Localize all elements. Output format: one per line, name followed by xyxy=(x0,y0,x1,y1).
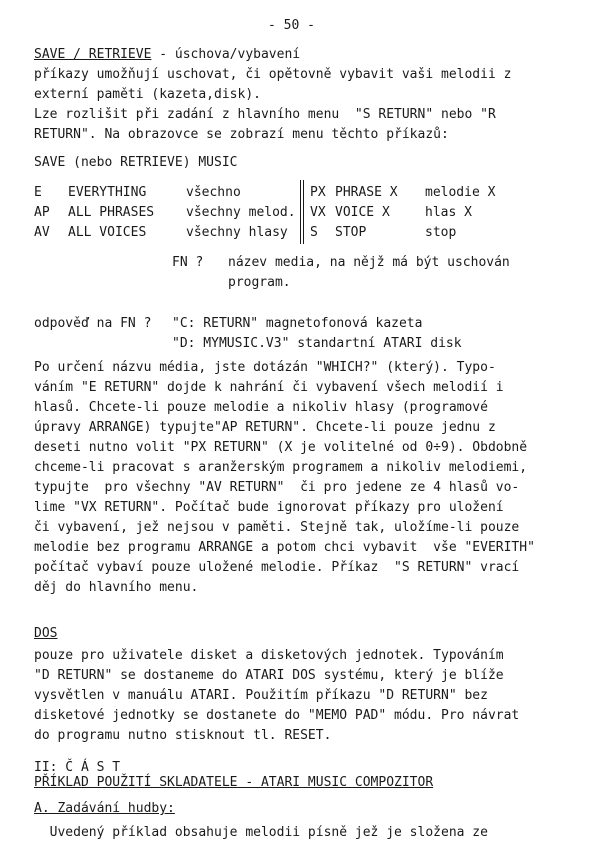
body-line: či vybavení, jež nejsou v paměti. Stejně tak, uložíme-li pouze xyxy=(34,520,520,535)
body-line: disketové jednotky se dostanete do "MEMO PAD" módu. Pro návrat xyxy=(34,708,520,723)
menu-name: VOICE X xyxy=(335,205,390,220)
section-a-heading: A. Zadávání hudby: xyxy=(34,801,175,816)
save-heading-rest: - úschova/vybavení xyxy=(151,47,301,62)
dos-heading: DOS xyxy=(34,626,58,641)
body-line: lime "VX RETURN". Počítač bude ignorovat příkazy pro uložení xyxy=(34,500,504,515)
menu-name: ALL VOICES xyxy=(68,225,147,240)
fn-text: název media, na nějž má být uschován xyxy=(228,255,510,270)
page-number: - 50 - xyxy=(268,18,315,33)
menu-name: PHRASE X xyxy=(335,185,398,200)
body-line: počítač vybaví pouze uložené melodie. Příkaz "S RETURN" vrací xyxy=(34,560,520,575)
body-line: vysvětlen v manuálu ATARI. Použitím příkazu "D RETURN" bez xyxy=(34,688,488,703)
menu-name: EVERYTHING xyxy=(68,185,147,200)
part-title: II: Č Á S T xyxy=(34,760,121,775)
menu-desc: stop xyxy=(425,225,457,240)
answer-text: "D: MYMUSIC.V3" standartní ATARI disk xyxy=(172,336,462,351)
menu-desc: všechny hlasy xyxy=(186,225,288,240)
body-line: Po určení názvu média, jste dotázán "WHICH?" (který). Typo- xyxy=(34,360,496,375)
fn-text: program. xyxy=(228,275,291,290)
body-line: děj do hlavního menu. xyxy=(34,580,199,595)
body-line: "D RETURN" se dostaneme do ATARI DOS systému, který je blíže xyxy=(34,668,504,683)
save-heading: SAVE / RETRIEVE xyxy=(34,47,152,62)
menu-desc: všechno xyxy=(186,185,241,200)
menu-key: PX xyxy=(310,185,326,200)
body-line: Uvedený příklad obsahuje melodii písně jež je složena ze xyxy=(34,825,488,840)
body-line: pouze pro uživatele disket a disketových jednotek. Typováním xyxy=(34,648,504,663)
save-intro-line: příkazy umožňují uschovat, či opětovně vybavit vaši melodii z xyxy=(34,67,512,82)
save-heading-line xyxy=(34,47,300,63)
answer-label: odpověď na FN ? xyxy=(34,316,152,331)
body-line: do programu nutno stisknout tl. RESET. xyxy=(34,728,332,743)
menu-key: AV xyxy=(34,225,50,240)
menu-desc: všechny melod. xyxy=(186,205,296,220)
menu-key: VX xyxy=(310,205,326,220)
save-intro-line: externí paměti (kazeta,disk). xyxy=(34,87,261,102)
menu-key: S xyxy=(310,225,318,240)
body-line: váním "E RETURN" dojde k nahrání či vybavení všech melodií i xyxy=(34,380,504,395)
answer-text: "C: RETURN" magnetofonová kazeta xyxy=(172,316,423,331)
menu-desc: melodie X xyxy=(425,185,496,200)
menu-desc: hlas X xyxy=(425,205,472,220)
menu-divider xyxy=(300,180,301,244)
body-line: melodie bez programu ARRANGE a potom chci vybavit vše "EVERITH" xyxy=(34,540,535,555)
body-line: typujte pro všechny "AV RETURN" či pro jedene ze 4 hlasů vo- xyxy=(34,480,520,495)
body-line: chceme-li pracovat s aranžerským programem a nikoliv melodiemi, xyxy=(34,460,528,475)
body-line: úpravy ARRANGE) typujte"AP RETURN". Chcete-li pouze jednu z xyxy=(34,420,496,435)
body-line: deseti nutno volit "PX RETURN" (X je volitelné od 0÷9). Obdobně xyxy=(34,440,528,455)
save-intro-line: RETURN". Na obrazovce se zobrazí menu těchto příkazů: xyxy=(34,127,449,142)
fn-label: FN ? xyxy=(172,255,204,270)
menu-key: E xyxy=(34,185,42,200)
menu-key: AP xyxy=(34,205,50,220)
part-subtitle: PŘÍKLAD POUŽITÍ SKLADATELE - ATARI MUSIC COMPOZITOR xyxy=(34,775,434,790)
menu-divider xyxy=(303,180,304,244)
body-line: hlasů. Chcete-li pouze melodie a nikoliv hlasy (programové xyxy=(34,400,488,415)
menu-name: ALL PHRASES xyxy=(68,205,155,220)
menu-name: STOP xyxy=(335,225,367,240)
save-intro-line: Lze rozlišit při zadání z hlavního menu "S RETURN" nebo "R xyxy=(34,107,496,122)
menu-title: SAVE (nebo RETRIEVE) MUSIC xyxy=(34,155,238,170)
